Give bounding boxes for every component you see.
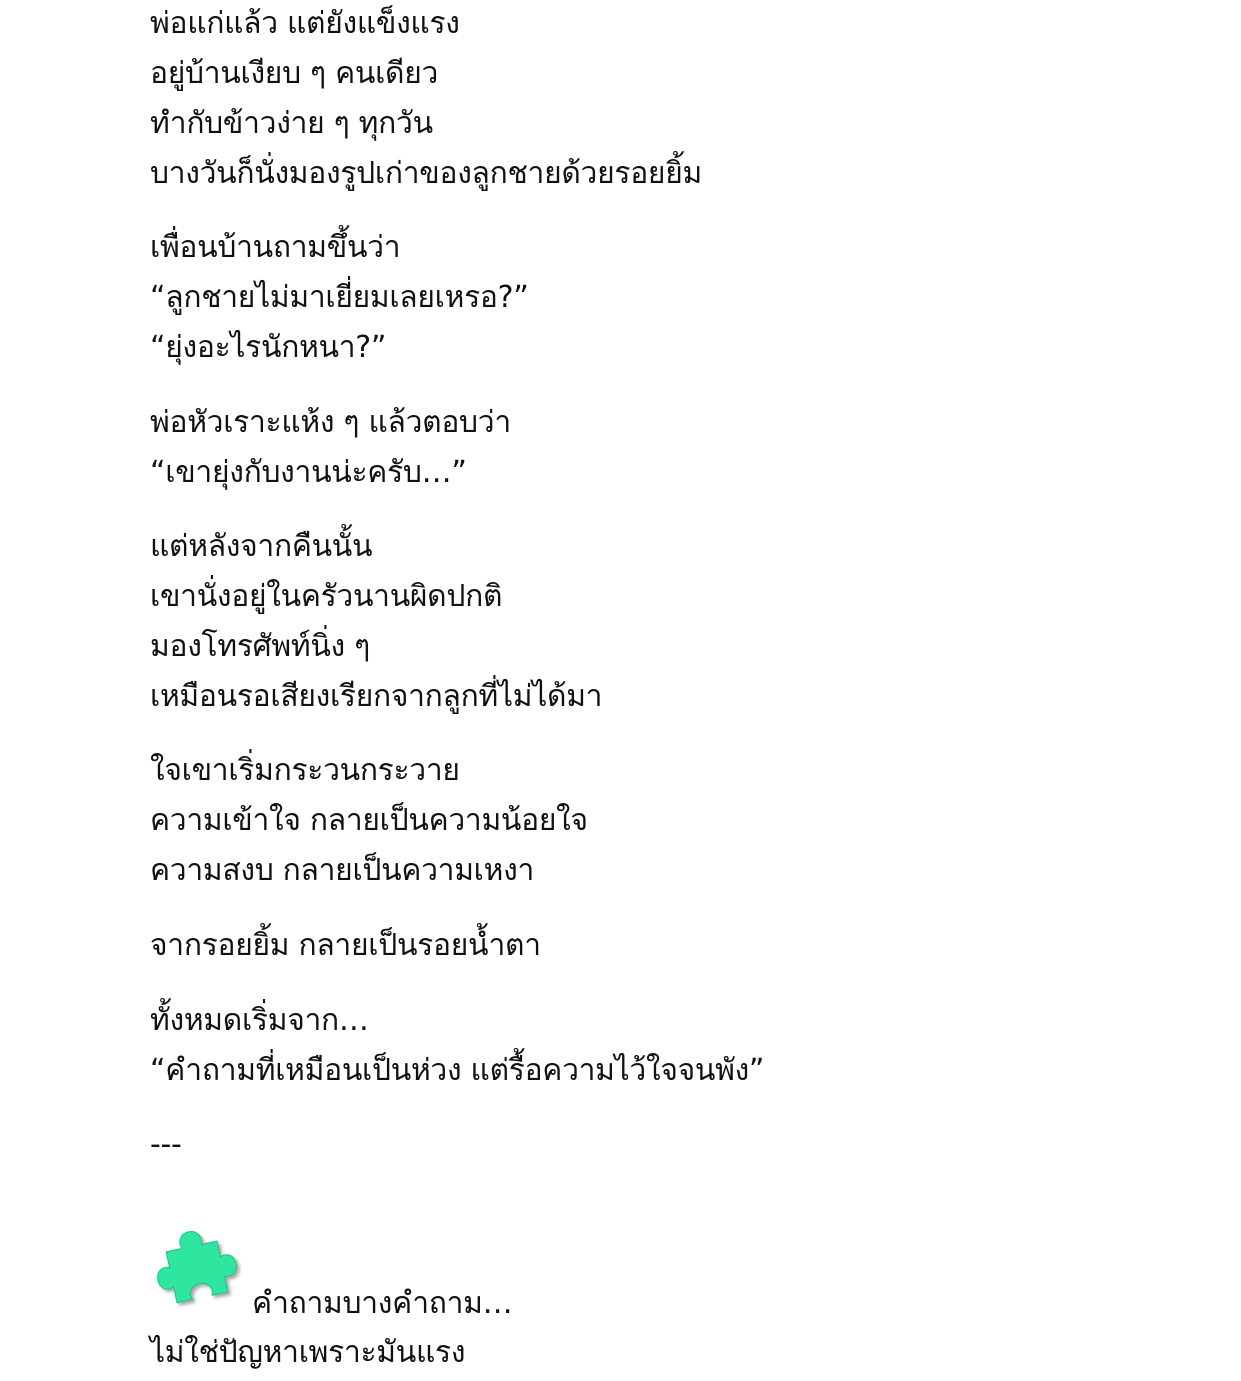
text-line: ความสงบ กลายเป็นความเหงา <box>150 853 535 888</box>
closing-line: ไม่ใช่ปัญหาเพราะมันแรง <box>150 1335 466 1370</box>
text-line: บางวันก็นั่งมองรูปเก่าของลูกชายด้วยรอยยิ้ม <box>150 156 702 191</box>
puzzle-piece-icon <box>150 1222 242 1312</box>
text-line: พ่อหัวเราะแห้ง ๆ แล้วตอบว่า <box>150 405 511 440</box>
separator: --- <box>150 1127 182 1162</box>
text-line: “เขายุ่งกับงานน่ะครับ…” <box>150 455 467 490</box>
text-line: ใจเขาเริ่มกระวนกระวาย <box>150 753 460 788</box>
text-line: มองโทรศัพท์นิ่ง ๆ <box>150 629 370 664</box>
text-line: แต่หลังจากคืนนั้น <box>150 529 373 564</box>
text-line: ความเข้าใจ กลายเป็นความน้อยใจ <box>150 803 588 838</box>
text-line: พ่อแก่แล้ว แต่ยังแข็งแรง <box>150 6 460 41</box>
text-line: เหมือนรอเสียงเรียกจากลูกที่ไม่ได้มา <box>150 679 603 714</box>
text-line: “ยุ่งอะไรนักหนา?” <box>150 330 387 365</box>
text-line: อยู่บ้านเงียบ ๆ คนเดียว <box>150 56 439 91</box>
text-line: “ลูกชายไม่มาเยี่ยมเลยเหรอ?” <box>150 280 529 315</box>
text-line: เขานั่งอยู่ในครัวนานผิดปกติ <box>150 579 503 614</box>
text-line: จากรอยยิ้ม กลายเป็นรอยน้ำตา <box>150 928 541 963</box>
text-line: ทำกับข้าวง่าย ๆ ทุกวัน <box>150 106 433 141</box>
text-line: “คำถามที่เหมือนเป็นห่วง แต่รื้อความไว้ใจจนพัง” <box>150 1053 765 1088</box>
text-line: ทั้งหมดเริ่มจาก… <box>150 1003 369 1038</box>
closing-heading: คำถามบางคำถาม… <box>252 1286 513 1321</box>
text-line: เพื่อนบ้านถามขึ้นว่า <box>150 230 401 265</box>
